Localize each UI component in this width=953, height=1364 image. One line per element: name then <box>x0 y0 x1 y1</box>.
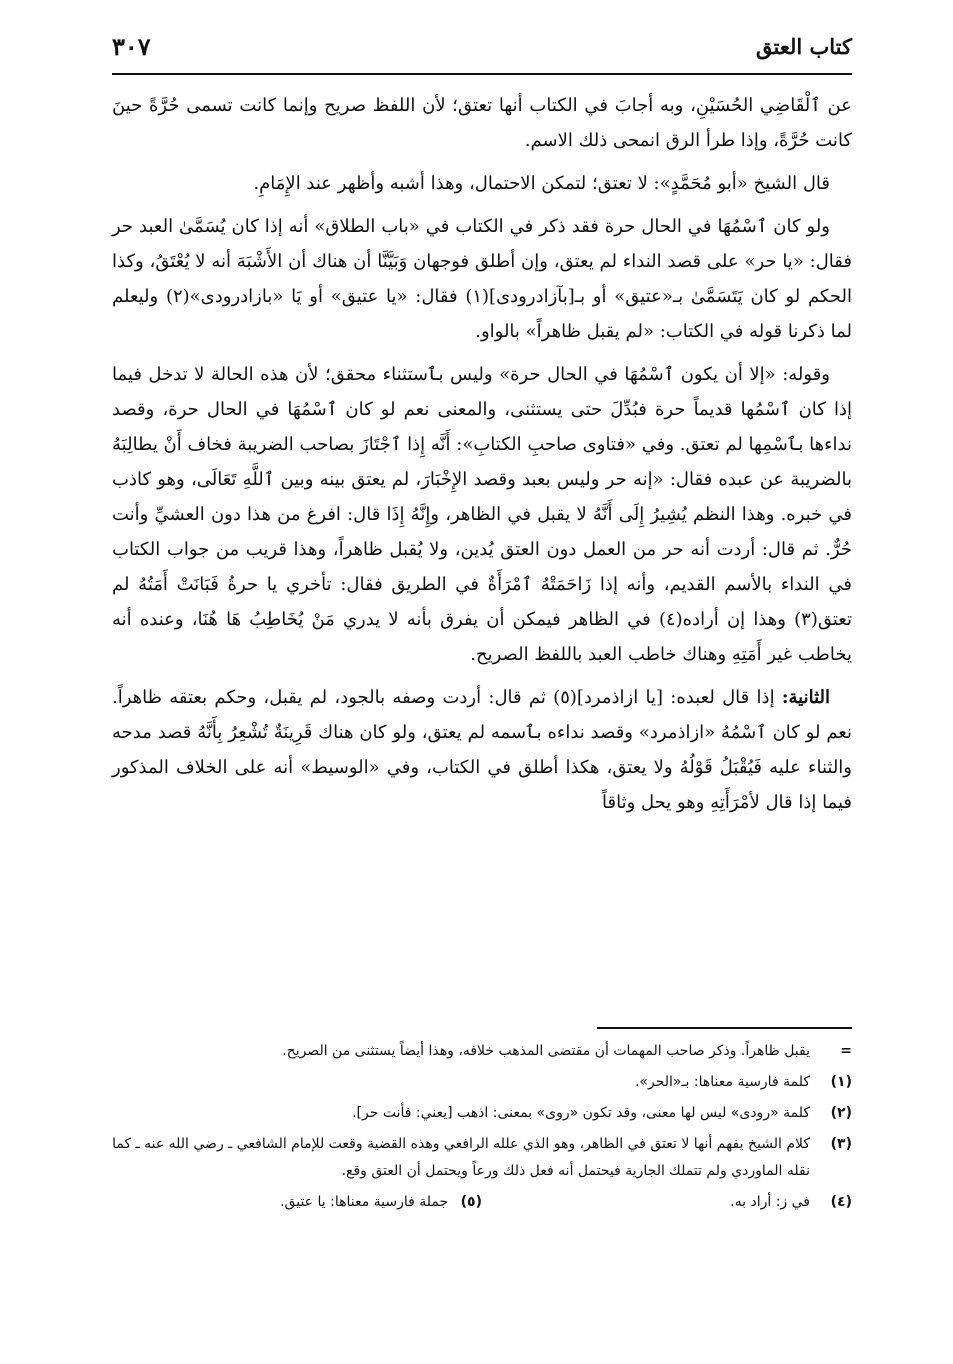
footnote <box>112 1100 852 1127</box>
paragraph-text: وقوله: «إلا أن يكون ٱسْمُهَا في الحال حرة» وليس بٱستثناء محقق؛ لأن هذه الحالة لا تدخل فيما إذا كان ٱسْمُها قديماً حرة فبُدِّلَ حتى يستثنى، والمعنى نعم لو كان ٱسْمُهَا في الحال حرة، وقصد نداءها بٱسْمِها لم تعتق. وفي «فتاوى صاحبِ الكتابِ»: أَنَّه إِذا ٱجْتَازَ بصاحب الضريبة فخاف أَنْ يطالِبَهُ بالضريبة عن عبده فقال: «إنه حر وليس بعبد وقصد الإِخْبَارَ، لم يعتق بينه وبين ٱللَّهِ تَعَالَى، وهو كاذب في خبره. وهذا النظم يُشِيرُ إِلَى أَنَّهُ لا يقبل في الظاهر، وإِنَّهُ إِذَا قال: افرغ من هذا دون العشيِّ وأنت حُرٌّ. ثم قال: أردت أنه حر من العمل دون العتق يُدين، ولا يُقبل ظاهراً، وهذا قريب من جواب الكتاب في النداء بالأسم القديم، وأنه إذا زَاحَمَتْهُ ٱمْرَأَةٌ في الطريق فقال: تأخري يا حرةُ فَبَانَتْ أَمَتُهُ لم تعتق(٣) وهذا إن أراده(٤) في الظاهر فيمكن أن يفرق بأنه لا يدري مَنْ يُخَاطِبُ هَا هُنَا، وعنده أنه يخاطب غير أَمَتِهِ وهناك خاطب العبد باللفظ الصريح. <box>112 364 852 665</box>
footnote-mark: (١) <box>830 1074 852 1090</box>
footnote-rule <box>597 1027 852 1029</box>
paragraph <box>112 166 852 201</box>
paragraph-lead: الثانية: <box>781 687 830 708</box>
footnote-mark: (٥) <box>460 1194 482 1210</box>
header-rule <box>112 73 852 75</box>
footnote <box>112 1038 852 1065</box>
footnote-mark: (٢) <box>830 1105 852 1121</box>
footnote <box>112 1189 482 1216</box>
footnote <box>112 1131 852 1185</box>
paragraph-text: إذا قال لعبده: [يا ازاذمرد](٥) ثم قال: أردت وصفه بالجود، لم يقبل، وحكم بعتقه ظاهراً. نعم لو كان ٱسْمُهُ «ازاذمرد» وقصد نداءه بٱسمه لم يعتق، ولو كان هناك قَرِينَةٌ تُشْعِرُ بِأَنَّهُ قصد مدحه والثناء عليه فَيُقْبَلُ قَوْلُهُ ولا يعتق، هكذا أطلق في الكتاب، وفي «الوسيط» أنه على الخلاف المذكور فيما إذا قال لأمْرَأَتِهِ وهو يحل وثاقاً <box>112 687 852 813</box>
footnote-text: كلمة «رودى» ليس لها معنى، وقد تكون «روى» بمعنى: اذهب [يعني: فأنت حر]. <box>352 1105 810 1121</box>
footnote-mark: = <box>840 1043 852 1059</box>
paragraph <box>112 88 852 158</box>
footnote <box>112 1069 852 1096</box>
paragraph-text: قال الشيخ «أبو مُحَمَّدٍ»: لا تعتق؛ لتمكن الاحتمال، وهذا أشبه وأظهر عند الإِمَامِ. <box>253 173 830 194</box>
footnotes <box>112 1038 852 1216</box>
paragraph <box>112 209 852 349</box>
footnote-text: كلام الشيخ يفهم أنها لا تعتق في الظاهر، وهو الذي علله الرافعي وهذه القضية وقعت للإمام الشافعي ـ رضي الله عنه ـ كما نقله الماوردي ولم تتملك الجارية فيحتمل أنه فعل ذلك ورعاً ويحتمل أن العتق وقع. <box>112 1136 810 1179</box>
footnote <box>482 1189 852 1216</box>
footnote-text: جملة فارسية معناها: يا عتيق. <box>280 1194 449 1210</box>
page-number: ٣٠٧ <box>112 32 151 61</box>
running-title: كتاب العتق <box>755 34 852 59</box>
footnote-text: كلمة فارسية معناها: بـ«الحر». <box>634 1074 810 1090</box>
paragraph-text: ولو كان ٱسْمُهَا في الحال حرة فقد ذكر في الكتاب في «باب الطلاق» أنه إذا كان يُسَمَّىٰ العبد حر فقال: «يا حر» على قصد النداء لم يعتق، وإن أطلق فوجهان وَبَيَّنَّا أن هناك أن الأَشْبَهَ أنه لا يُعْتَقُ، وكذا الحكم لو كان يَتَسَمَّىٰ بـ«عتيق» أو بـ[بآزادرودى](١) فقال: «يا عتيق» أو يَا «بازادرودى»(٢) وليعلم لما ذكرنا قوله في الكتاب: «لم يقبل ظاهراً» بالواو. <box>112 216 852 342</box>
footnote-mark: (٣) <box>830 1136 852 1152</box>
footnote-text: في ز: أراد به. <box>730 1194 810 1210</box>
footnote-text: يقبل ظاهراً. وذكر صاحب المهمات أن مقتضى المذهب خلافه، وهذا أيضاً يستثنى من الصريح. <box>282 1043 810 1059</box>
paragraph <box>112 357 852 672</box>
running-header <box>112 30 852 70</box>
main-text <box>112 88 852 1008</box>
footnote-mark: (٤) <box>830 1194 852 1210</box>
footnote-row <box>112 1189 852 1216</box>
paragraph-text: عن ٱلْقَاضِي الحُسَيْنِ، وبه أجابَ في الكتاب أنها تعتق؛ لأن اللفظ صريح وإنما كانت تسمى حُرَّةً حينَ كانت حُرَّةً، وإذا طرأ الرق انمحى ذلك الاسم. <box>112 95 852 151</box>
paragraph <box>112 680 852 820</box>
